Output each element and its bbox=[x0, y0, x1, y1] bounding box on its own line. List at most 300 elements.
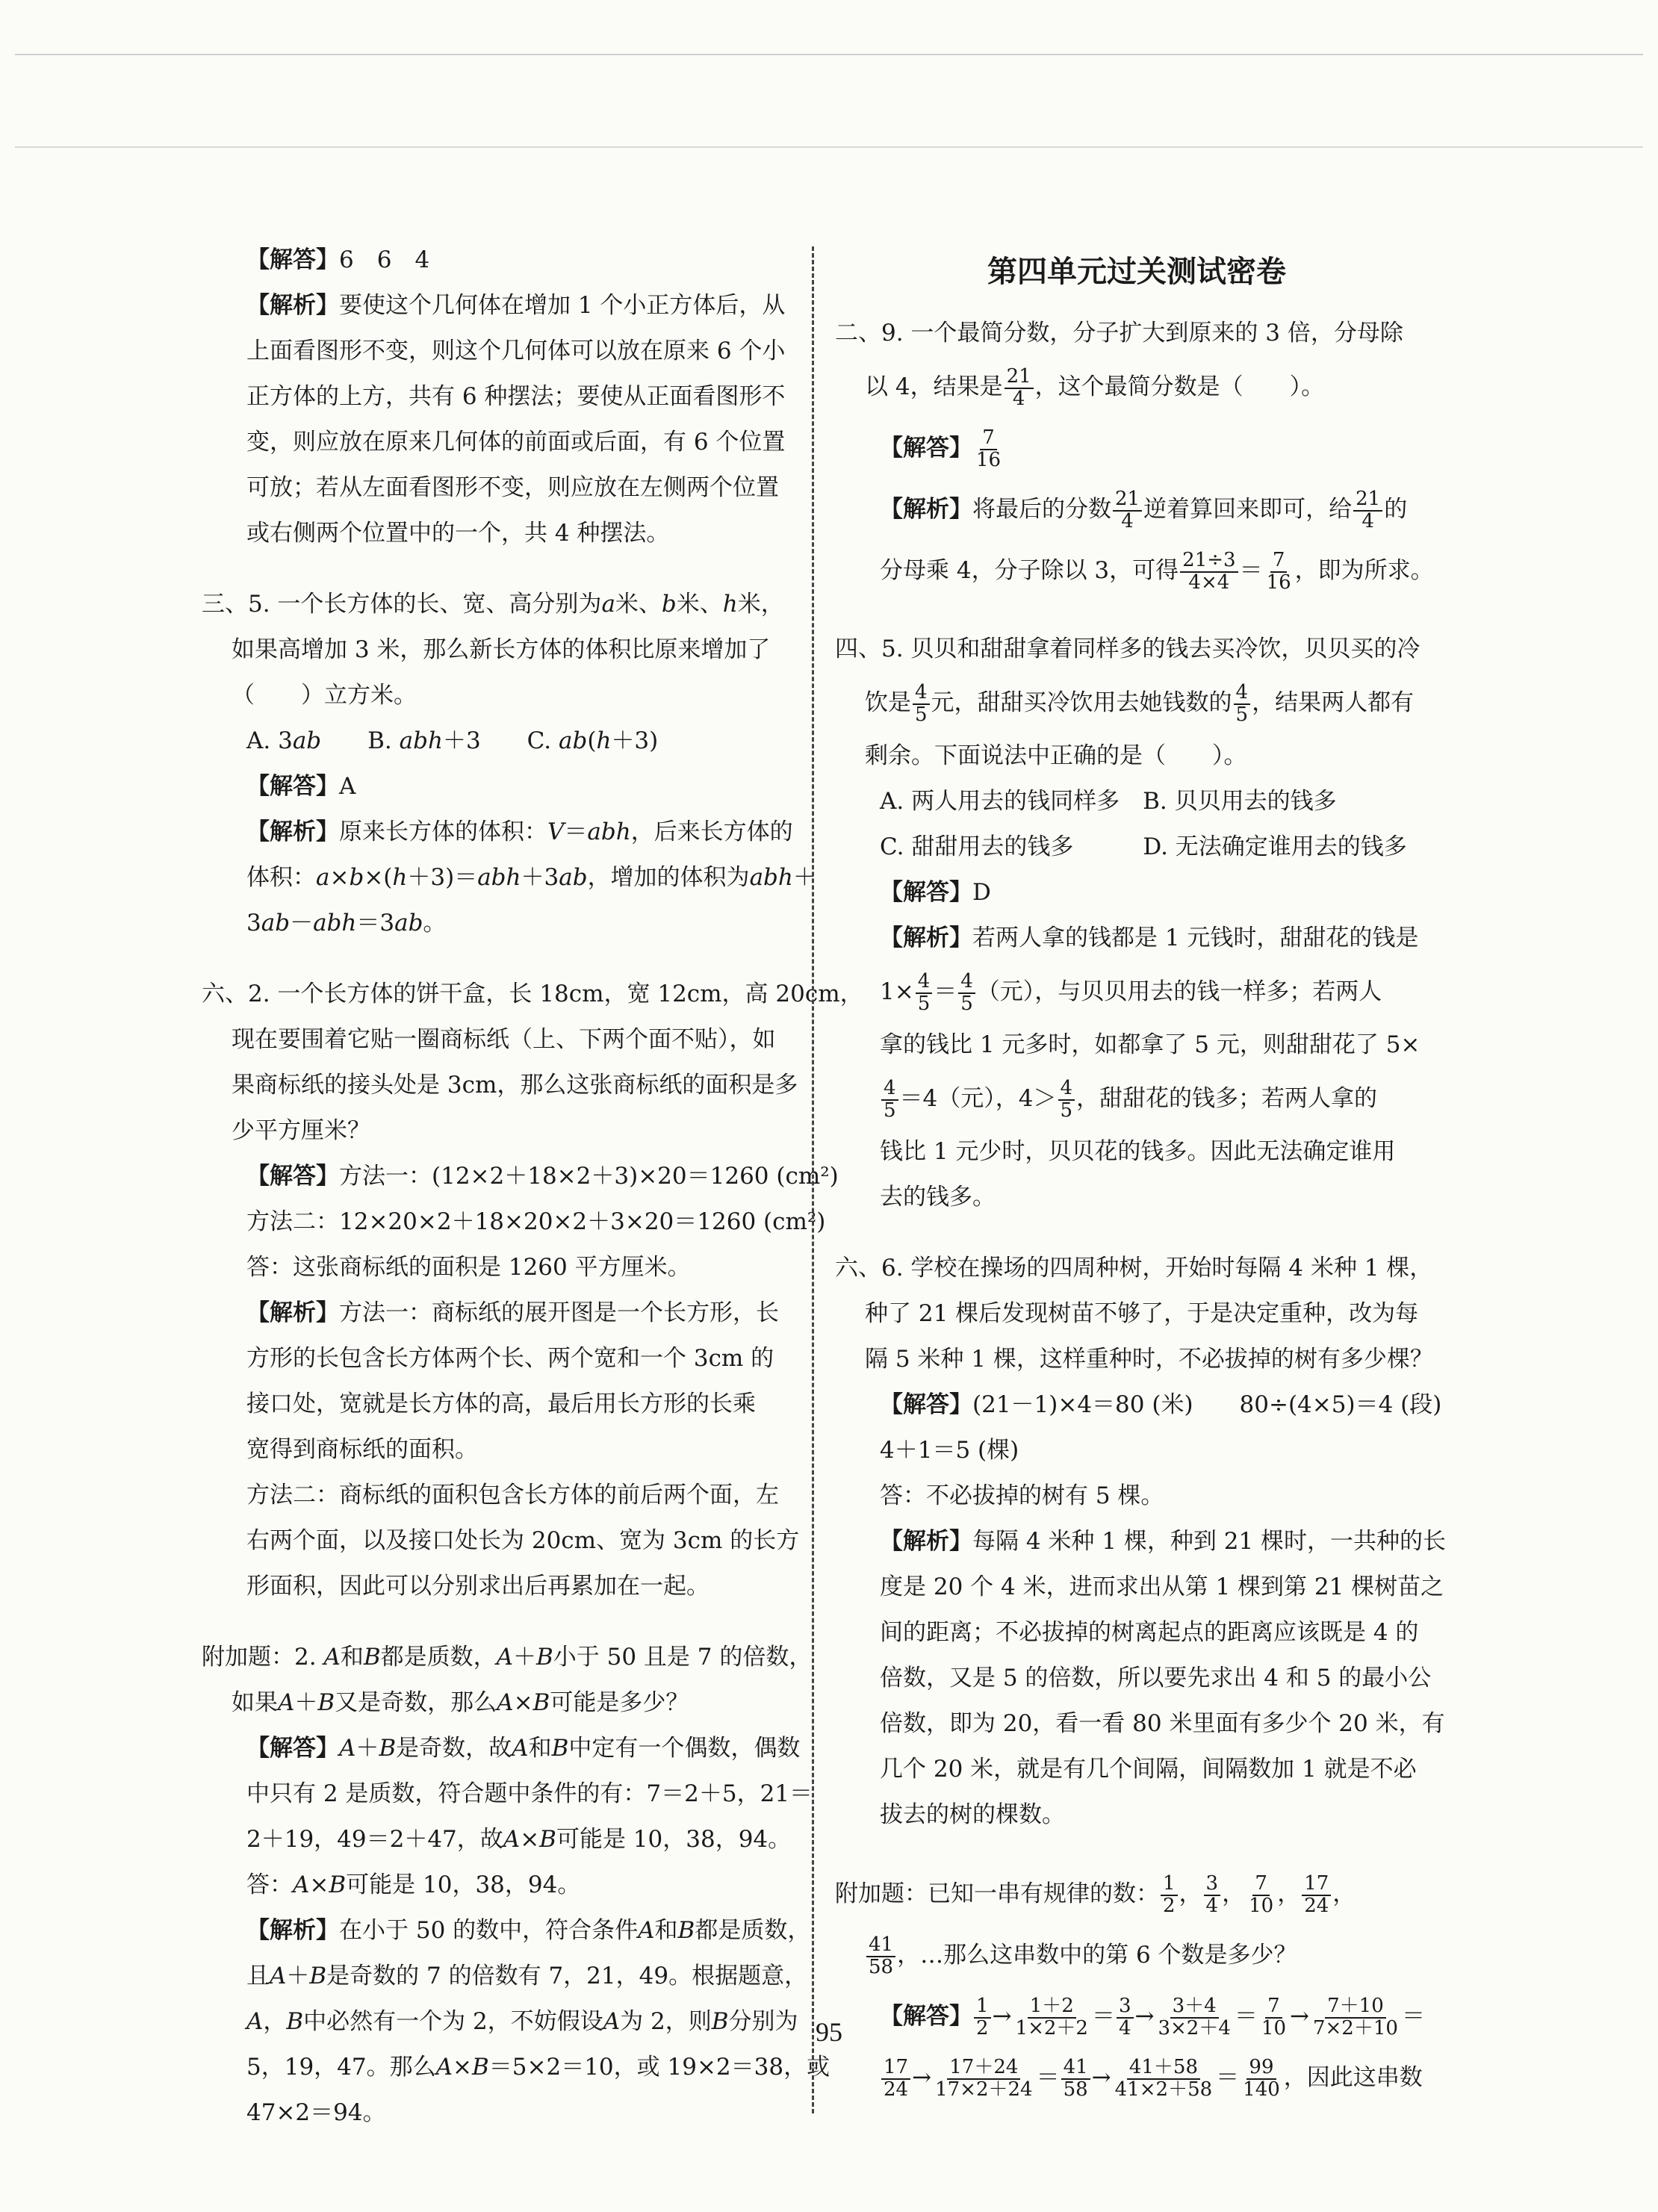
variable: A bbox=[323, 1644, 341, 1671]
text-line bbox=[202, 1427, 792, 1473]
text-line bbox=[835, 916, 1438, 961]
text-line bbox=[835, 870, 1438, 916]
text-line bbox=[835, 672, 1438, 733]
text-run: 将最后的分数 bbox=[972, 496, 1111, 523]
answer-label: 【解答】 bbox=[246, 1163, 339, 1190]
text-line bbox=[835, 1022, 1438, 1068]
text-run: A. 3 bbox=[246, 727, 293, 754]
text-run: 分母乘 4，分子除以 3，可得 bbox=[880, 557, 1179, 584]
variable: h bbox=[392, 864, 408, 891]
page-number: 95 bbox=[816, 2017, 842, 2047]
text-run: － bbox=[290, 910, 314, 936]
text-run: ， bbox=[1332, 1880, 1356, 1907]
text-run: 和 bbox=[654, 1917, 678, 1944]
text-run: 1× bbox=[880, 978, 914, 1005]
text-run: 六、6. 学校在操场的四周种树，开始时每隔 4 米种 1 棵， bbox=[835, 1255, 1433, 1281]
text-run: 方法二：商标纸的面积包含长方体的前后两个面，左 bbox=[246, 1482, 779, 1509]
text-run: ，增加的体积为 bbox=[587, 864, 750, 891]
variable: A bbox=[339, 1735, 356, 1762]
text-run: 宽得到商标纸的面积。 bbox=[246, 1436, 478, 1463]
answer-label: 【解答】 bbox=[246, 773, 339, 800]
variable: b bbox=[661, 591, 677, 618]
numerator: 1 bbox=[1161, 1874, 1178, 1895]
variable: V bbox=[547, 818, 565, 845]
text-line bbox=[835, 1291, 1438, 1337]
variable: B bbox=[677, 1917, 695, 1944]
numerator: 21 bbox=[1113, 489, 1142, 511]
variable: B bbox=[551, 1735, 569, 1762]
text-run: 6 6 4 bbox=[339, 246, 430, 273]
denominator: 140 bbox=[1243, 2078, 1280, 2101]
variable: a bbox=[316, 864, 330, 891]
text-run: 都是质数， bbox=[695, 1917, 811, 1944]
text-line bbox=[835, 356, 1438, 417]
text-line bbox=[835, 1519, 1447, 1565]
text-run: ＋ bbox=[286, 1963, 310, 1989]
text-line bbox=[202, 1564, 792, 1609]
text-run: × bbox=[329, 864, 350, 891]
text-line bbox=[202, 1290, 792, 1336]
text-run: 二、9. 一个最简分数，分子扩大到原来的 3 倍，分母除 bbox=[835, 320, 1403, 347]
variable: B bbox=[533, 1689, 550, 1716]
text-run: 要使这个几何体在增加 1 个小正方体后，从 bbox=[339, 292, 786, 319]
text-line bbox=[202, 1336, 792, 1382]
variable: B bbox=[472, 2054, 489, 2081]
denominator: 58 bbox=[1063, 2078, 1088, 2101]
text-run: → bbox=[1134, 2003, 1155, 2030]
text-run: C. 甜甜用去的钱多 D. 无法确定谁用去的钱多 bbox=[880, 833, 1407, 860]
text-line bbox=[202, 810, 792, 855]
numerator: 1＋2 bbox=[1028, 1996, 1076, 2018]
text-run: 若两人拿的钱都是 1 元钱时，甜甜花的钱是 bbox=[972, 925, 1419, 951]
text-line bbox=[202, 1199, 826, 1245]
variable: abh bbox=[749, 864, 793, 891]
numerator: 4 bbox=[916, 972, 933, 993]
text-run: ，这个最简分数是（ ）。 bbox=[1034, 373, 1325, 400]
fraction bbox=[1353, 489, 1382, 532]
text-run: 47×2＝94。 bbox=[246, 2099, 386, 2126]
text-run: 米、 bbox=[676, 591, 723, 618]
text-run: 可能是 10，38，94。 bbox=[556, 1826, 792, 1853]
fraction bbox=[974, 428, 1003, 470]
variable: ab bbox=[394, 910, 423, 936]
variable: B bbox=[539, 1826, 556, 1853]
fraction bbox=[1061, 2057, 1090, 2100]
denominator: 58 bbox=[869, 1955, 894, 1978]
fraction bbox=[1113, 489, 1142, 532]
text-run: ＋3) bbox=[611, 727, 659, 754]
text-line bbox=[835, 1656, 1438, 1701]
denominator: 4 bbox=[1012, 387, 1025, 410]
text-line bbox=[202, 1518, 800, 1564]
fraction bbox=[1234, 683, 1251, 725]
text-line bbox=[202, 972, 863, 1017]
text-run: 隔 5 米种 1 棵，这样重种时，不必拔掉的树有多少棵？ bbox=[865, 1346, 1433, 1373]
text-run: ＋ bbox=[792, 864, 816, 891]
denominator: 24 bbox=[1304, 1894, 1329, 1917]
variable: abh bbox=[587, 818, 631, 845]
variable: ab bbox=[261, 910, 291, 936]
fraction bbox=[1005, 367, 1034, 409]
text-run: 间的距离；不必拔掉的树离起点的距离应该既是 4 的 bbox=[880, 1619, 1419, 1646]
numerator: 17 bbox=[1302, 1874, 1331, 1895]
fraction bbox=[866, 1935, 895, 1978]
text-run: 都是质数， bbox=[380, 1644, 497, 1671]
text-run: 现在要围着它贴一圈商标纸（上、下两个面不贴），如 bbox=[232, 1026, 776, 1053]
denominator: 4×4 bbox=[1188, 571, 1230, 594]
denominator: 10 bbox=[1261, 2016, 1286, 2039]
text-run: 少平方厘米？ bbox=[232, 1117, 370, 1144]
text-run: 拔去的树的棵数。 bbox=[880, 1801, 1065, 1828]
text-run: 中只有 2 是质数，符合题中条件的有：7＝2＋5，21＝ bbox=[246, 1780, 813, 1807]
answer-label: 【解析】 bbox=[246, 292, 339, 319]
text-run: ＝ bbox=[1036, 2064, 1060, 2091]
text-line bbox=[202, 420, 792, 465]
variable: B bbox=[286, 2008, 304, 2035]
denominator: 5 bbox=[917, 992, 931, 1015]
denominator: 5 bbox=[884, 1099, 896, 1122]
answer-label: 【解析】 bbox=[880, 1528, 972, 1555]
text-run: 拿的钱比 1 元多时，如都拿了 5 元，则甜甜花了 5× bbox=[880, 1031, 1421, 1058]
text-run: 几个 20 米，就是有几个间隔，间隔数加 1 就是不必 bbox=[880, 1756, 1417, 1783]
text-line bbox=[835, 1129, 1438, 1175]
text-line bbox=[835, 824, 1438, 870]
text-run: 可能是多少？ bbox=[550, 1689, 689, 1716]
denominator: 7×2＋10 bbox=[1312, 2016, 1398, 2039]
numerator: 41＋58 bbox=[1127, 2057, 1200, 2079]
section-gap bbox=[835, 1838, 1438, 1863]
answer-label: 【解答】 bbox=[880, 435, 972, 462]
text-run: ×( bbox=[364, 864, 393, 891]
text-line bbox=[835, 1337, 1438, 1382]
variable: ab bbox=[559, 727, 588, 754]
fraction bbox=[913, 683, 930, 725]
text-run: 正方体的上方，共有 6 种摆法；要使从正面看图形不 bbox=[246, 383, 786, 410]
section-gap bbox=[202, 556, 792, 582]
text-line bbox=[202, 764, 792, 810]
text-run: 体积： bbox=[246, 864, 316, 891]
text-line bbox=[835, 2047, 1438, 2108]
text-run: 或右侧两个位置中的一个，共 4 种摆法。 bbox=[246, 520, 670, 547]
text-line bbox=[835, 540, 1438, 601]
text-line bbox=[202, 855, 816, 901]
text-line bbox=[202, 1017, 792, 1063]
text-line bbox=[835, 1565, 1444, 1610]
text-line bbox=[202, 237, 792, 283]
numerator: 21 bbox=[1005, 367, 1034, 388]
text-line bbox=[835, 1701, 1445, 1747]
text-line bbox=[202, 1771, 813, 1817]
numerator: 7＋10 bbox=[1325, 1996, 1386, 2018]
numerator: 1 bbox=[974, 1996, 991, 2018]
text-run: ＝3 bbox=[356, 910, 395, 936]
text-run: ＝4（元），4＞ bbox=[899, 1085, 1057, 1112]
fraction bbox=[1204, 1874, 1221, 1916]
text-line bbox=[202, 1954, 808, 1999]
numerator: 21÷3 bbox=[1180, 550, 1238, 572]
numerator: 4 bbox=[1058, 1078, 1075, 1100]
text-run: 3 bbox=[246, 910, 261, 936]
denominator: 3×2＋4 bbox=[1158, 2016, 1231, 2039]
denominator: 16 bbox=[1266, 571, 1291, 594]
text-run: 又是奇数，那么 bbox=[335, 1689, 497, 1716]
text-run: A bbox=[339, 773, 356, 800]
text-run: 以 4，结果是 bbox=[865, 373, 1003, 400]
text-run: × bbox=[453, 2054, 472, 2081]
text-line bbox=[835, 1428, 1438, 1473]
denominator: 5 bbox=[915, 703, 928, 726]
answer-label: 【解答】 bbox=[880, 879, 972, 906]
text-run: ＋3)＝ bbox=[407, 864, 478, 891]
text-run: 剩余。下面说法中正确的是（ ）。 bbox=[865, 742, 1247, 769]
text-run: 米， bbox=[737, 591, 784, 618]
answer-label: 【解析】 bbox=[246, 1917, 339, 1944]
text-run: 答： bbox=[246, 1871, 293, 1898]
text-run: 上面看图形不变，则这个几何体可以放在原来 6 个小 bbox=[246, 338, 786, 364]
text-run: 去的钱多。 bbox=[880, 1184, 996, 1211]
text-line bbox=[835, 1924, 1438, 1986]
text-line bbox=[202, 1635, 813, 1680]
section-gap bbox=[835, 1220, 1438, 1246]
right-column bbox=[835, 237, 1447, 2108]
text-run: 可能是 10，38，94。 bbox=[346, 1871, 581, 1898]
text-line bbox=[835, 627, 1438, 672]
text-line bbox=[835, 1473, 1438, 1519]
text-line bbox=[202, 1863, 792, 1908]
text-run: 倍数，即为 20，看一看 80 米里面有多少个 20 米，有 bbox=[880, 1710, 1445, 1737]
header-rule-top bbox=[15, 54, 1643, 55]
text-run: ＋3 C. bbox=[442, 727, 559, 754]
text-run: ， bbox=[1277, 1880, 1301, 1907]
text-run: 5，19，47。那么 bbox=[246, 2054, 436, 2081]
answer-label: 【解答】 bbox=[880, 1391, 972, 1418]
text-line bbox=[835, 1792, 1438, 1838]
text-line bbox=[202, 511, 792, 556]
numerator: 21 bbox=[1353, 489, 1382, 511]
text-line bbox=[835, 733, 1438, 779]
text-run: ＋ bbox=[294, 1689, 318, 1716]
text-line bbox=[202, 374, 792, 420]
denominator: 2 bbox=[1163, 1894, 1176, 1917]
text-run: 附加题：2. bbox=[202, 1644, 324, 1671]
text-line bbox=[202, 1382, 792, 1427]
text-run: × bbox=[309, 1871, 329, 1898]
text-line bbox=[835, 1175, 1438, 1220]
text-run: 接口处，宽就是长方体的高，最后用长方形的长乘 bbox=[246, 1391, 756, 1417]
text-line bbox=[202, 1726, 801, 1771]
fraction bbox=[1264, 550, 1294, 593]
variable: B bbox=[536, 1644, 553, 1671]
text-run: ， bbox=[263, 2008, 287, 2035]
text-run: ＝ bbox=[1234, 2003, 1258, 2030]
variable: A bbox=[278, 1689, 295, 1716]
section-gap bbox=[835, 601, 1438, 627]
text-run: ， bbox=[1222, 1880, 1246, 1907]
numerator: 4 bbox=[881, 1078, 898, 1100]
variable: B bbox=[363, 1644, 381, 1671]
text-run: ＋ bbox=[355, 1735, 379, 1762]
variable: B bbox=[329, 1871, 347, 1898]
text-run: （ ）立方米。 bbox=[232, 682, 417, 709]
text-run: ＝ bbox=[1239, 557, 1263, 584]
text-run: ，…那么这串数中的第 6 个数是多少？ bbox=[897, 1942, 1297, 1969]
text-run: 答：不必拔掉的树有 5 棵。 bbox=[880, 1482, 1164, 1509]
fraction bbox=[933, 2057, 1035, 2100]
text-run: 4＋1＝5 (棵) bbox=[880, 1437, 1019, 1464]
variable: A bbox=[638, 1917, 655, 1944]
variable: A bbox=[293, 1871, 310, 1898]
section-title: 第四单元过关测试密卷 bbox=[987, 255, 1286, 289]
variable: abh bbox=[313, 910, 357, 936]
variable: h bbox=[596, 727, 612, 754]
numerator: 99 bbox=[1246, 2057, 1276, 2079]
answer-label: 【解析】 bbox=[246, 1299, 339, 1326]
text-run: 饮是 bbox=[865, 689, 911, 716]
text-run: 是奇数的 7 的倍数有 7，21，49。根据题意， bbox=[326, 1963, 808, 1989]
text-run: 和 bbox=[340, 1644, 364, 1671]
variable: A bbox=[603, 2008, 621, 2035]
text-run: ，甜甜花的钱多；若两人拿的 bbox=[1076, 1085, 1378, 1112]
text-run: 倍数，又是 5 的倍数，所以要先求出 4 和 5 的最小公 bbox=[880, 1665, 1432, 1691]
text-run: 如果高增加 3 米，那么新长方体的体积比原来增加了 bbox=[232, 636, 771, 663]
text-run: ， bbox=[1179, 1880, 1202, 1907]
text-run: 和 bbox=[528, 1735, 552, 1762]
text-run: 在小于 50 的数中，符合条件 bbox=[339, 1917, 639, 1944]
text-run: A. 两人用去的钱同样多 B. 贝贝用去的钱多 bbox=[880, 788, 1337, 815]
text-run: 方法二：12×20×2＋18×20×2＋3×20＝1260 (cm²) bbox=[246, 1208, 826, 1235]
fraction bbox=[1180, 550, 1238, 593]
denominator: 4 bbox=[1205, 1894, 1219, 1917]
text-run: 小于 50 且是 7 的倍数， bbox=[553, 1644, 813, 1671]
column-divider bbox=[812, 246, 814, 2113]
text-line bbox=[835, 1246, 1438, 1291]
text-run: D bbox=[972, 879, 991, 906]
numerator: 4 bbox=[958, 972, 975, 993]
text-run: ( bbox=[587, 727, 597, 754]
text-run: 为 2，则 bbox=[620, 2008, 712, 2035]
numerator: 4 bbox=[913, 683, 930, 704]
text-line bbox=[835, 311, 1438, 356]
text-run: 四、5. 贝贝和甜甜拿着同样多的钱去买冷饮，贝贝买的冷 bbox=[835, 636, 1421, 662]
denominator: 5 bbox=[1060, 1099, 1073, 1122]
denominator: 10 bbox=[1249, 1894, 1274, 1917]
variable: abh bbox=[399, 727, 443, 754]
variable: A bbox=[503, 1826, 521, 1853]
text-run: → bbox=[1290, 2003, 1309, 2030]
denominator: 24 bbox=[884, 2078, 909, 2101]
text-line bbox=[835, 1382, 1442, 1428]
answer-label: 【解答】 bbox=[246, 1735, 339, 1762]
text-line bbox=[202, 1063, 798, 1108]
text-run: → bbox=[912, 2064, 932, 2091]
numerator: 17 bbox=[881, 2057, 910, 2079]
text-run: × bbox=[520, 1826, 540, 1853]
text-run: 种了 21 棵后发现树苗不够了，于是决定重种，改为每 bbox=[865, 1300, 1419, 1327]
text-line bbox=[835, 1747, 1438, 1792]
text-line bbox=[202, 1680, 792, 1726]
fraction bbox=[1113, 2057, 1215, 2100]
text-run: ＋ bbox=[513, 1644, 536, 1671]
text-run: 。 bbox=[423, 910, 447, 936]
text-run: ＝ bbox=[1401, 2003, 1425, 2030]
numerator: 7 bbox=[1270, 550, 1288, 572]
numerator: 41 bbox=[866, 1935, 895, 1957]
text-run: ，后来长方体的 bbox=[630, 818, 793, 845]
text-line bbox=[835, 1610, 1438, 1656]
text-run: B. bbox=[321, 727, 400, 754]
text-run: 逆着算回来即可，给 bbox=[1143, 496, 1353, 523]
denominator: 41×2＋58 bbox=[1114, 2078, 1213, 2101]
numerator: 41 bbox=[1061, 2057, 1090, 2079]
text-run: × bbox=[513, 1689, 533, 1716]
text-run: 的 bbox=[1384, 496, 1408, 523]
variable: b bbox=[349, 864, 364, 891]
text-run: ＝ bbox=[934, 978, 957, 1005]
text-line bbox=[202, 2045, 830, 2090]
text-run: ，结果两人都有 bbox=[1252, 689, 1415, 716]
variable: B bbox=[309, 1963, 327, 1989]
denominator: 1×2＋2 bbox=[1015, 2016, 1088, 2039]
text-run: 度是 20 个 4 米，进而求出从第 1 棵到第 21 棵树苗之 bbox=[880, 1573, 1444, 1600]
text-run: 附加题：已知一串有规律的数： bbox=[835, 1880, 1159, 1907]
variable: a bbox=[601, 591, 615, 618]
answer-label: 【解答】 bbox=[246, 246, 339, 273]
text-line bbox=[202, 465, 792, 511]
text-run: 原来长方体的体积： bbox=[339, 818, 547, 845]
text-run: 元，甜甜买冷饮用去她钱数的 bbox=[931, 689, 1232, 716]
numerator: 3＋4 bbox=[1170, 1996, 1219, 2018]
header-rule-bottom bbox=[15, 146, 1643, 148]
text-line bbox=[835, 1068, 1438, 1129]
fraction bbox=[881, 1078, 898, 1121]
section-gap bbox=[202, 946, 792, 972]
variable: B bbox=[317, 1689, 335, 1716]
text-run: 方法一：商标纸的展开图是一个长方形，长 bbox=[339, 1299, 779, 1326]
fraction bbox=[1058, 1078, 1075, 1121]
denominator: 2 bbox=[976, 2016, 989, 2039]
text-line bbox=[835, 961, 1438, 1022]
fraction bbox=[1241, 2057, 1282, 2100]
text-run: 可放；若从左面看图形不变，则应放在左侧两个位置 bbox=[246, 474, 779, 501]
text-run: ，因此这串数 bbox=[1283, 2064, 1423, 2091]
numerator: 7 bbox=[1252, 1874, 1270, 1895]
text-run: 且 bbox=[246, 1963, 270, 1989]
text-line bbox=[202, 283, 792, 329]
text-run: 2＋19，49＝2＋47，故 bbox=[246, 1826, 503, 1853]
fraction bbox=[881, 2057, 910, 2100]
text-line bbox=[835, 479, 1438, 540]
text-run: 形面积，因此可以分别求出后再累加在一起。 bbox=[246, 1573, 710, 1600]
variable: ab bbox=[559, 864, 588, 891]
variable: A bbox=[246, 2008, 264, 2035]
text-line bbox=[202, 1108, 792, 1154]
denominator: 17×2＋24 bbox=[935, 2078, 1033, 2101]
text-line bbox=[202, 1154, 839, 1199]
text-line bbox=[202, 329, 792, 374]
text-line bbox=[835, 779, 1438, 824]
section-gap bbox=[202, 1609, 792, 1635]
text-run: 方形的长包含长方体两个长、两个宽和一个 3cm 的 bbox=[246, 1345, 774, 1372]
fraction bbox=[1161, 1874, 1178, 1916]
numerator: 17＋24 bbox=[947, 2057, 1020, 2079]
text-line bbox=[202, 627, 792, 673]
text-run: ＝5×2＝10，或 19×2＝38，或 bbox=[488, 2054, 830, 2081]
numerator: 3 bbox=[1204, 1874, 1221, 1895]
fraction bbox=[958, 972, 975, 1014]
text-run: ＋3 bbox=[521, 864, 559, 891]
answer-label: 【解析】 bbox=[880, 925, 972, 951]
numerator: 3 bbox=[1117, 1996, 1134, 2018]
